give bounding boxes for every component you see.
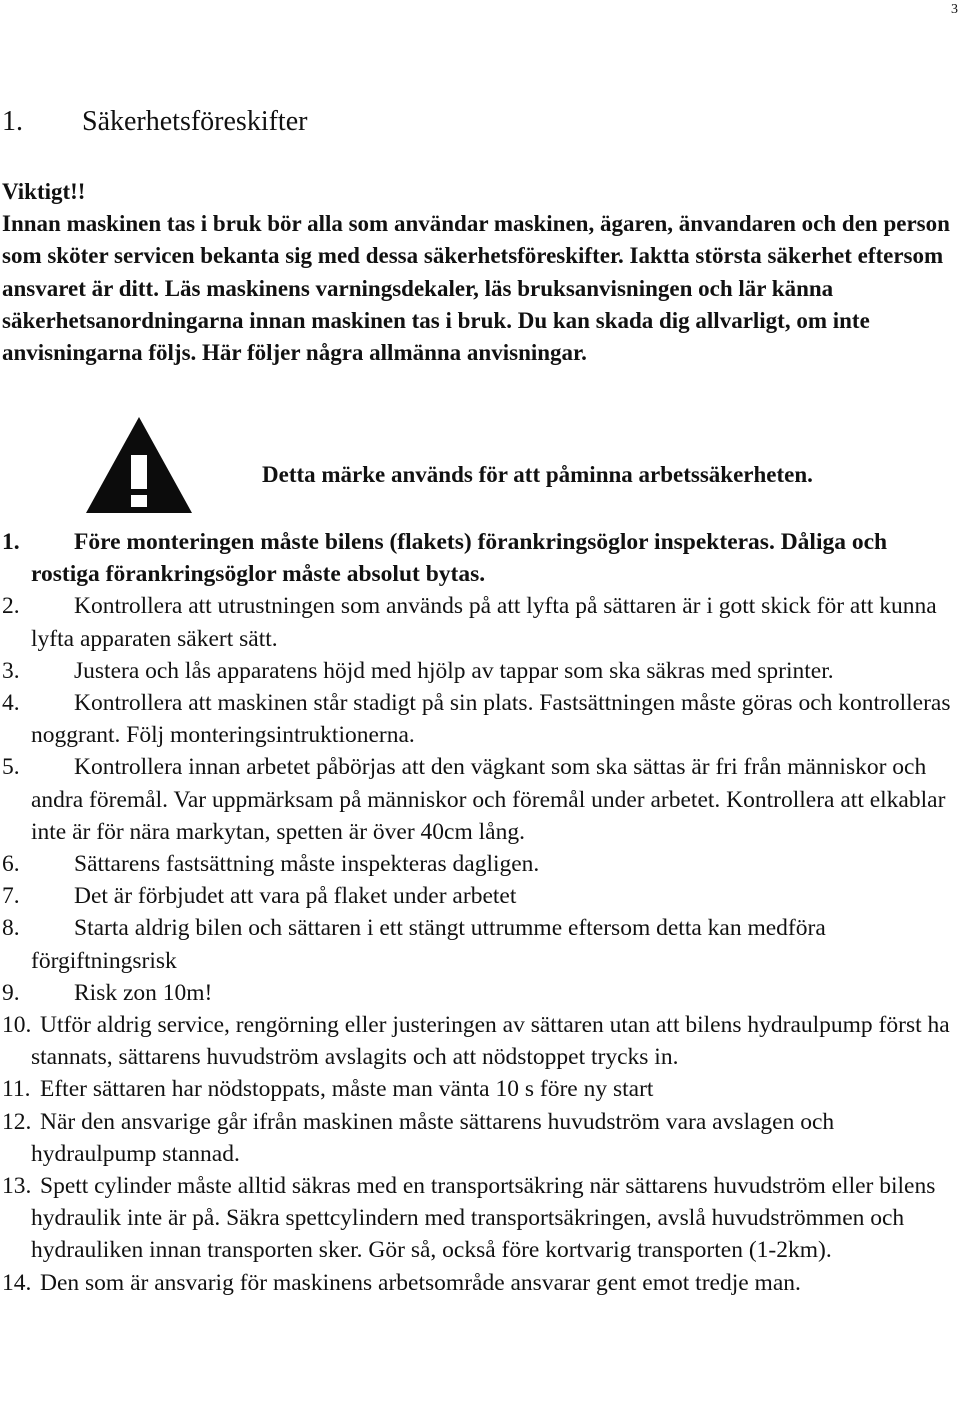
rule-text: Starta aldrig bilen och sättaren i ett stängt uttrumme eftersom detta kan medföra förgiftningsrisk	[31, 915, 826, 974]
rule-item	[2, 912, 958, 976]
rule-number: 2.	[2, 593, 20, 620]
warning-caption: Detta märke används för att påminna arbetssäkerheten.	[262, 462, 813, 487]
intro-text: Innan maskinen tas i bruk bör alla som användar maskinen, ägaren, änvandaren och den person som sköter servicen bekanta sig med dessa säkerhetsföreskifter. Iaktta största säkerhet eftersom ansvaret är ditt. Läs maskinens varningsdekaler, läs bruksanvisningen och lär känna säkerhetsanordningarna innan maskinen tas i bruk. Du kan skada dig allvarligt, om inte anvisningarna följs. Här följer några allmänna anvisningar.	[2, 211, 950, 366]
rule-text: Risk zon 10m!	[74, 979, 213, 1006]
intro-block	[2, 176, 960, 369]
rule-item	[2, 526, 958, 590]
rule-number: 7.	[2, 883, 20, 910]
rule-text: Spett cylinder måste alltid säkras med en transportsäkring när sättarens huvudström eller bilens hydraulik inte är på. Säkra spettcylindern med transportsäkringen, avslå huvudströmmen och hydrauliken innan transporten sker. Gör så, också före kortvarig transporten (1-2km).	[31, 1173, 936, 1264]
rule-item	[2, 977, 958, 1009]
rule-number: 3.	[2, 657, 20, 684]
rule-number: 9.	[2, 979, 20, 1006]
intro-label: Viktigt!!	[2, 179, 86, 204]
rule-text: Utför aldrig service, rengörning eller justeringen av sättaren utan att bilens hydraulpump först ha stannats, sättarens huvudström avslagits och att nödstoppet trycks in.	[31, 1012, 950, 1071]
rule-item	[2, 1267, 958, 1299]
rule-number: 4.	[2, 690, 20, 717]
section-number: 1.	[2, 106, 23, 137]
rule-text: Sättarens fastsättning måste inspekteras dagligen.	[74, 851, 540, 878]
rule-text: Det är förbjudet att vara på flaket under arbetet	[74, 883, 517, 910]
rule-text: När den ansvarige går ifrån maskinen måste sättarens huvudström vara avslagen och hydraulpump stannad.	[31, 1108, 835, 1167]
rule-item	[2, 751, 958, 848]
section-heading	[2, 106, 307, 138]
rule-item	[2, 880, 958, 912]
rule-number: 13.	[2, 1173, 32, 1200]
rule-text: Den som är ansvarig för maskinens arbetsområde ansvarar gent emot tredje man.	[40, 1269, 801, 1296]
rule-number: 5.	[2, 754, 20, 781]
rule-item	[2, 1106, 958, 1170]
rule-text: Efter sättaren har nödstoppats, måste man vänta 10 s före ny start	[40, 1076, 654, 1103]
rule-number: 12.	[2, 1108, 32, 1135]
rule-number: 11.	[2, 1076, 31, 1103]
rule-number: 8.	[2, 915, 20, 942]
rule-item	[2, 655, 958, 687]
rule-item	[2, 590, 958, 654]
page-number: 3	[951, 2, 958, 17]
rule-text: Justera och lås apparatens höjd med hjölp av tappar som ska säkras med sprinter.	[74, 657, 834, 684]
rule-item	[2, 848, 958, 880]
section-title: Säkerhetsföreskifter	[82, 106, 308, 137]
rule-text: Före monteringen måste bilens (flakets) förankringsöglor inspekteras. Dåliga och rostiga förankringsöglor måste absolut bytas.	[31, 529, 888, 588]
rule-text: Kontrollera att maskinen står stadigt på sin plats. Fastsättningen måste göras och kontrolleras noggrant. Följ monteringsintruktionerna.	[31, 690, 951, 749]
warning-triangle-icon	[84, 415, 194, 515]
rule-text: Kontrollera att utrustningen som används på att lyfta på sättaren är i gott skick för att kunna lyfta apparaten säkert sätt.	[31, 593, 937, 652]
rule-number: 10.	[2, 1012, 32, 1039]
rule-number: 1.	[2, 529, 20, 555]
safety-rules-list	[2, 526, 958, 1299]
rule-item	[2, 1073, 958, 1105]
rule-number: 14.	[2, 1269, 32, 1296]
rule-item	[2, 687, 958, 751]
rule-number: 6.	[2, 851, 20, 878]
rule-item	[2, 1009, 958, 1073]
rule-item	[2, 1170, 958, 1267]
rule-text: Kontrollera innan arbetet påbörjas att den vägkant som ska sättas är fri från människor och andra föremål. Var uppmärksam på människor och föremål under arbetet. Kontrollera att elkablar inte är för nära markytan, spetten är över 40cm lång.	[31, 754, 946, 845]
